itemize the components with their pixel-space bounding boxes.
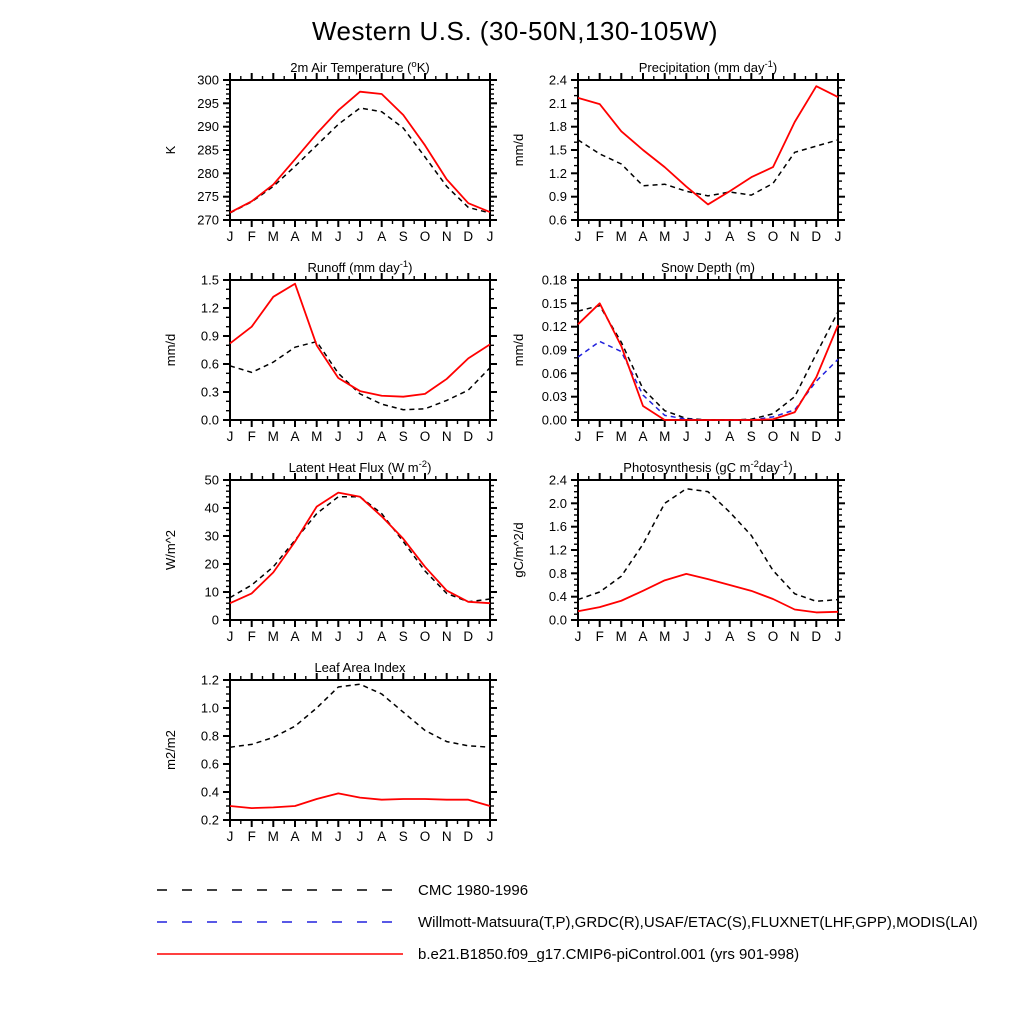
- svg-text:M: M: [267, 429, 279, 444]
- svg-text:M: M: [311, 629, 323, 644]
- svg-text:A: A: [638, 429, 648, 444]
- page-title: Western U.S. (30-50N,130-105W): [311, 16, 719, 46]
- svg-text:M: M: [311, 829, 323, 844]
- svg-text:Photosynthesis (gC m-2day-1): Photosynthesis (gC $m^{-2}day^{-1}$): [623, 459, 793, 475]
- svg-text:J: J: [356, 629, 364, 644]
- svg-text:2m Air Temperature (oK): 2m Air Temperature ($^o$K): [290, 59, 430, 75]
- svg-text:K: K: [163, 145, 178, 155]
- chart-snow-depth: [508, 258, 856, 458]
- svg-text:J: J: [834, 229, 842, 244]
- chart-leaf-area-index: [160, 658, 508, 858]
- svg-text:20: 20: [204, 556, 219, 572]
- svg-text:N: N: [441, 629, 452, 644]
- svg-text:O: O: [419, 829, 431, 844]
- svg-text:0.4: 0.4: [200, 784, 219, 800]
- svg-text:1.2: 1.2: [200, 672, 219, 688]
- svg-text:J: J: [574, 229, 582, 244]
- svg-text:Leaf Area Index: Leaf Area Index: [314, 660, 406, 675]
- svg-text:M: M: [659, 429, 671, 444]
- svg-text:D: D: [463, 829, 474, 844]
- svg-text:N: N: [441, 829, 452, 844]
- chart-snow-depth-svg: [508, 258, 856, 458]
- svg-text:0.2: 0.2: [200, 812, 219, 828]
- legend-line-icon: [156, 884, 404, 896]
- svg-text:J: J: [334, 229, 342, 244]
- svg-text:290: 290: [197, 119, 219, 135]
- svg-text:2.4: 2.4: [548, 472, 567, 488]
- svg-text:M: M: [615, 429, 627, 444]
- svg-text:J: J: [226, 429, 234, 444]
- svg-text:J: J: [682, 429, 690, 444]
- svg-text:S: S: [398, 229, 408, 244]
- svg-text:D: D: [811, 229, 822, 244]
- svg-text:gC/m^2/d: gC/m^2/d: [511, 522, 526, 578]
- svg-text:J: J: [356, 829, 364, 844]
- svg-text:2.0: 2.0: [548, 495, 567, 511]
- svg-text:N: N: [441, 229, 452, 244]
- svg-text:N: N: [789, 629, 800, 644]
- svg-text:1.8: 1.8: [548, 119, 567, 135]
- svg-text:m2/m2: m2/m2: [163, 730, 178, 770]
- svg-text:F: F: [595, 429, 604, 444]
- svg-text:S: S: [398, 829, 408, 844]
- svg-text:F: F: [595, 629, 604, 644]
- svg-text:S: S: [746, 229, 756, 244]
- svg-text:1.5: 1.5: [548, 142, 567, 158]
- svg-text:J: J: [486, 629, 494, 644]
- svg-text:A: A: [638, 629, 648, 644]
- svg-text:0.18: 0.18: [541, 272, 567, 288]
- svg-text:O: O: [767, 429, 779, 444]
- svg-text:A: A: [377, 429, 387, 444]
- svg-text:O: O: [419, 629, 431, 644]
- svg-text:0.00: 0.00: [541, 412, 567, 428]
- svg-text:0.3: 0.3: [200, 384, 219, 400]
- svg-text:J: J: [226, 829, 234, 844]
- legend-item-model: [156, 938, 978, 970]
- svg-text:F: F: [247, 229, 256, 244]
- svg-text:J: J: [682, 229, 690, 244]
- svg-text:J: J: [682, 629, 690, 644]
- svg-text:275: 275: [197, 189, 219, 205]
- svg-text:mm/d: mm/d: [511, 133, 526, 167]
- legend-label: b.e21.B1850.f09_g17.CMIP6-piControl.001 (yrs 901-998): [418, 945, 800, 963]
- svg-text:M: M: [659, 229, 671, 244]
- svg-text:F: F: [247, 629, 256, 644]
- chart-runoff-svg: [160, 258, 508, 458]
- svg-text:0.03: 0.03: [541, 389, 567, 405]
- svg-text:J: J: [834, 629, 842, 644]
- svg-text:J: J: [334, 629, 342, 644]
- legend-line-icon: [156, 948, 404, 960]
- svg-text:J: J: [356, 229, 364, 244]
- svg-text:0.12: 0.12: [541, 319, 567, 335]
- svg-text:N: N: [789, 429, 800, 444]
- svg-text:1.2: 1.2: [548, 165, 567, 181]
- svg-text:0: 0: [211, 612, 219, 628]
- chart-leaf-area-index-svg: [160, 658, 508, 858]
- svg-text:N: N: [789, 229, 800, 244]
- svg-text:295: 295: [197, 95, 219, 111]
- svg-text:A: A: [290, 229, 300, 244]
- svg-text:A: A: [638, 229, 648, 244]
- chart-2m-air-temperature: [160, 58, 508, 258]
- svg-text:A: A: [290, 629, 300, 644]
- svg-text:F: F: [247, 829, 256, 844]
- svg-text:J: J: [574, 629, 582, 644]
- svg-text:0.4: 0.4: [548, 589, 567, 605]
- svg-text:O: O: [767, 629, 779, 644]
- svg-text:0.09: 0.09: [541, 342, 567, 358]
- svg-text:Precipitation (mm day-1): Precipitation (mm day$^{-1}$): [638, 59, 778, 75]
- svg-text:40: 40: [204, 500, 219, 516]
- svg-text:0.6: 0.6: [200, 356, 219, 372]
- chart-runoff: [160, 258, 508, 458]
- legend-label: CMC 1980-1996: [418, 881, 529, 899]
- legend: [156, 874, 978, 970]
- chart-precipitation-svg: [508, 58, 856, 258]
- svg-text:1.6: 1.6: [548, 519, 567, 535]
- svg-text:0.0: 0.0: [200, 412, 219, 428]
- svg-text:W/m^2: W/m^2: [163, 529, 178, 571]
- svg-text:F: F: [247, 429, 256, 444]
- svg-text:D: D: [463, 629, 474, 644]
- svg-text:0.0: 0.0: [548, 612, 567, 628]
- svg-text:mm/d: mm/d: [511, 333, 526, 367]
- svg-text:A: A: [377, 829, 387, 844]
- svg-text:0.15: 0.15: [541, 295, 567, 311]
- svg-text:1.2: 1.2: [200, 300, 219, 316]
- chart-precipitation: [508, 58, 856, 258]
- svg-text:O: O: [419, 429, 431, 444]
- svg-text:30: 30: [204, 528, 219, 544]
- svg-text:J: J: [704, 229, 712, 244]
- svg-text:1.2: 1.2: [548, 542, 567, 558]
- svg-text:M: M: [615, 229, 627, 244]
- svg-text:mm/d: mm/d: [163, 333, 178, 367]
- svg-text:2.1: 2.1: [548, 95, 567, 111]
- svg-text:N: N: [441, 429, 452, 444]
- svg-text:50: 50: [204, 472, 219, 488]
- svg-text:D: D: [463, 229, 474, 244]
- svg-text:A: A: [725, 229, 735, 244]
- chart-2m-air-temperature-svg: [160, 58, 508, 258]
- svg-text:J: J: [226, 629, 234, 644]
- chart-photosynthesis: [508, 458, 856, 658]
- svg-text:M: M: [615, 629, 627, 644]
- svg-text:0.06: 0.06: [541, 365, 567, 381]
- chart-latent-heat-flux: [160, 458, 508, 658]
- svg-text:0.9: 0.9: [200, 328, 219, 344]
- svg-text:J: J: [486, 229, 494, 244]
- svg-text:M: M: [659, 629, 671, 644]
- svg-text:270: 270: [197, 212, 219, 228]
- svg-text:A: A: [290, 429, 300, 444]
- svg-text:M: M: [311, 429, 323, 444]
- svg-text:M: M: [267, 629, 279, 644]
- svg-text:J: J: [574, 429, 582, 444]
- svg-text:O: O: [419, 229, 431, 244]
- svg-text:A: A: [725, 429, 735, 444]
- svg-text:J: J: [334, 829, 342, 844]
- svg-text:0.8: 0.8: [548, 565, 567, 581]
- svg-text:0.6: 0.6: [548, 212, 567, 228]
- svg-text:J: J: [486, 429, 494, 444]
- svg-text:F: F: [595, 229, 604, 244]
- svg-text:2.4: 2.4: [548, 72, 567, 88]
- svg-text:D: D: [811, 629, 822, 644]
- svg-text:Snow Depth (m): Snow Depth (m): [661, 260, 755, 275]
- svg-text:A: A: [377, 629, 387, 644]
- chart-photosynthesis-svg: [508, 458, 856, 658]
- svg-text:S: S: [398, 629, 408, 644]
- svg-text:0.6: 0.6: [200, 756, 219, 772]
- svg-text:J: J: [834, 429, 842, 444]
- svg-text:1.0: 1.0: [200, 700, 219, 716]
- svg-text:M: M: [267, 229, 279, 244]
- svg-text:285: 285: [197, 142, 219, 158]
- svg-text:Latent Heat Flux (W m-2): Latent Heat Flux (W $m^{-2}$): [288, 459, 432, 475]
- svg-text:J: J: [356, 429, 364, 444]
- svg-text:10: 10: [204, 584, 219, 600]
- svg-text:M: M: [311, 229, 323, 244]
- svg-text:A: A: [377, 229, 387, 244]
- legend-line-icon: [156, 916, 404, 928]
- legend-label: Willmott-Matsuura(T,P),GRDC(R),USAF/ETAC(S),FLUXNET(LHF,GPP),MODIS(LAI): [418, 913, 978, 931]
- svg-text:J: J: [226, 229, 234, 244]
- svg-text:1.5: 1.5: [200, 272, 219, 288]
- svg-text:0.9: 0.9: [548, 189, 567, 205]
- svg-text:O: O: [767, 229, 779, 244]
- svg-text:A: A: [725, 629, 735, 644]
- svg-text:J: J: [704, 629, 712, 644]
- svg-text:280: 280: [197, 165, 219, 181]
- svg-text:J: J: [334, 429, 342, 444]
- svg-text:D: D: [811, 429, 822, 444]
- svg-text:S: S: [746, 629, 756, 644]
- svg-text:Runoff (mm day-1): Runoff (mm day$^{-1}$): [307, 259, 413, 275]
- svg-text:0.8: 0.8: [200, 728, 219, 744]
- legend-item-cmc: [156, 874, 978, 906]
- svg-text:J: J: [486, 829, 494, 844]
- svg-text:A: A: [290, 829, 300, 844]
- svg-text:J: J: [704, 429, 712, 444]
- chart-latent-heat-flux-svg: [160, 458, 508, 658]
- legend-item-obs: [156, 906, 978, 938]
- svg-text:S: S: [398, 429, 408, 444]
- svg-text:M: M: [267, 829, 279, 844]
- svg-text:S: S: [746, 429, 756, 444]
- svg-text:300: 300: [197, 72, 219, 88]
- svg-text:D: D: [463, 429, 474, 444]
